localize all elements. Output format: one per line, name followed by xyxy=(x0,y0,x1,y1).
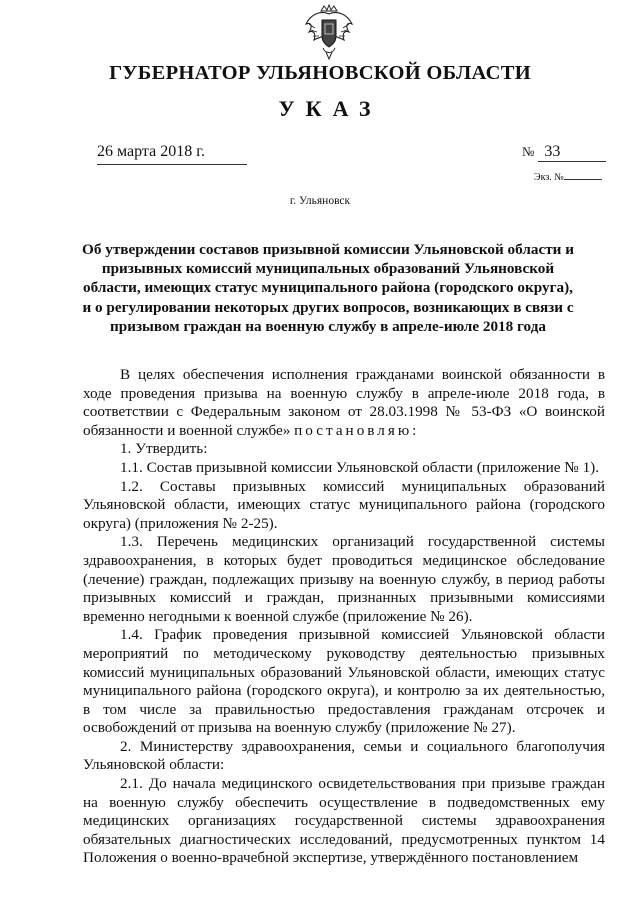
paragraph-1-3: 1.3. Перечень медицинских организаций государственной системы здравоохранения, в которых будет проводиться медицинское обследование (лечение) граждан, подлежащих призыву на военную службу, в период работы призывных комиссий и граждан, признанных призывными комиссиями временно негодными к военной службе (приложение № 26). xyxy=(83,533,605,625)
resolve-word: постановляю: xyxy=(294,421,420,439)
paragraph-1: 1. Утвердить: xyxy=(120,440,208,458)
decree-number xyxy=(522,143,606,162)
paragraph-1-2: 1.2. Составы призывных комиссий муниципальных образований Ульяновской области, имеющих статус муниципального района (городского округа) (приложения № 2-25). xyxy=(83,477,605,532)
decree-label: УКАЗ xyxy=(278,96,382,121)
copy-label: Экз. № xyxy=(534,172,564,183)
intro-text: В целях обеспечения исполнения гражданами воинской обязанности в ходе проведения призыва на военную службу в апреле-июле 2018 года, в соответствии с Федеральным законом от 28.03.1998 № 53-ФЗ «О воинской обязанности и военной службе» xyxy=(83,366,605,439)
authority-title: ГУБЕРНАТОР УЛЬЯНОВСКОЙ ОБЛАСТИ xyxy=(109,62,531,84)
paragraph-1-1: 1.1. Состав призывной комиссии Ульяновской области (приложение № 1). xyxy=(120,458,600,476)
coat-of-arms-icon xyxy=(303,4,355,62)
paragraph-2-1: 2.1. До начала медицинского освидетельствования при призыве граждан на военную службу обеспечить осуществление в подведомственных ему медицинских организациях государственной системы здравоохранения обязательных диагностических исследований, предусмотренных пунктом 14 Положения о военно-врачебной экспертизе, утверждённого постановлением xyxy=(83,775,605,867)
copy-number xyxy=(534,172,602,183)
decree-title: Об утверждении составов призывной комиссии Ульяновской области и призывных комиссий муниципальных образований Ульяновской области, имеющих статус муниципального района (городского округа), и о регулировании некоторых других вопросов, возникающих в связи с призывом граждан на военную службу в апреле-июле 2018 года xyxy=(82,241,574,335)
paragraph-2: 2. Министерству здравоохранения, семьи и социального благополучия Ульяновской области: xyxy=(83,737,605,774)
intro-paragraph xyxy=(83,366,605,440)
copy-number-line xyxy=(564,179,602,180)
paragraph-1-4: 1.4. График проведения призывной комиссией Ульяновской области мероприятий по методическому руководству деятельностью призывных комиссий муниципальных образований Ульяновской области, имеющих статус муниципального района (городского округа), и контролю за их деятельностью, в том числе за правильностью предоставления гражданам отсрочек и освобождений от призыва на военную службу (приложение № 27). xyxy=(83,626,605,737)
number-sign: № xyxy=(522,144,535,159)
decree-body xyxy=(83,366,605,868)
number-value: 33 xyxy=(538,143,606,162)
city: г. Ульяновск xyxy=(289,195,351,207)
decree-date: 26 марта 2018 г. xyxy=(97,143,247,165)
